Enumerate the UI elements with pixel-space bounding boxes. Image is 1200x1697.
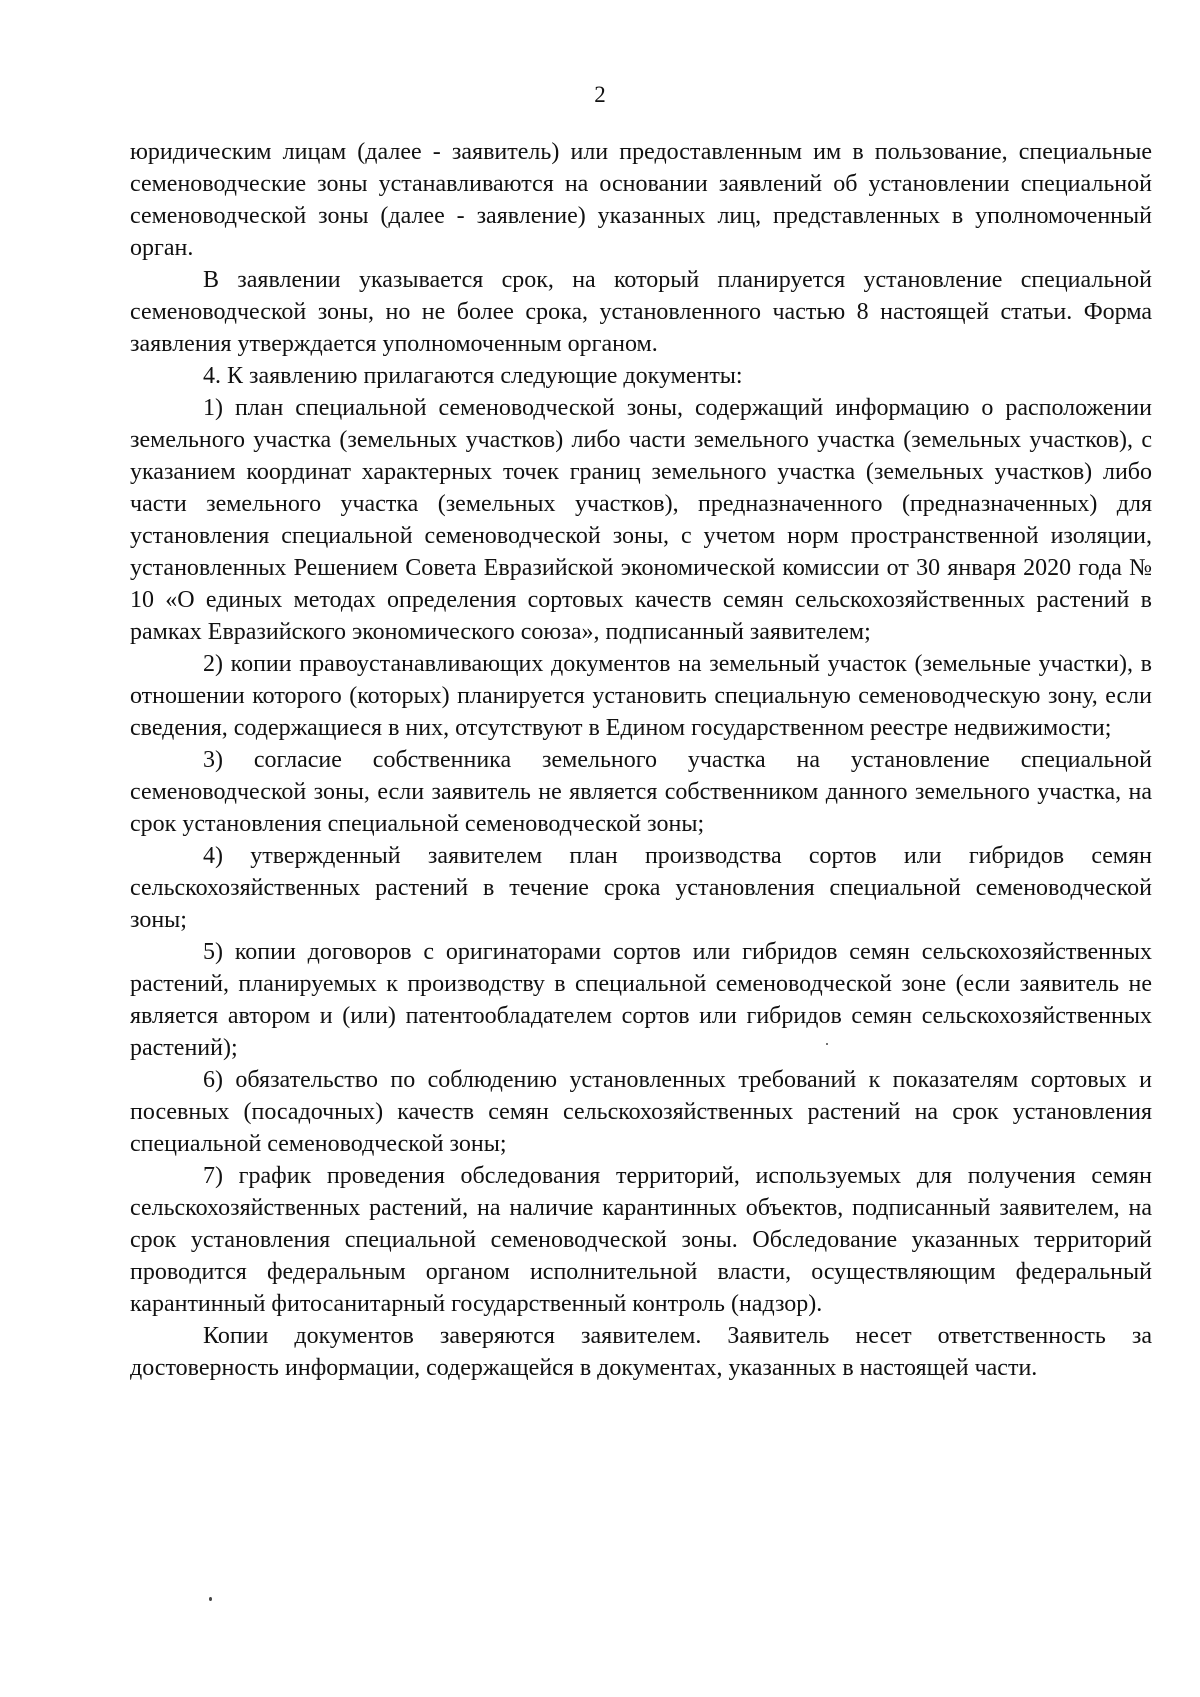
scan-speck (209, 1597, 212, 1601)
list-item-1: 1) план специальной семеноводческой зоны, содержащий информацию о расположении земельного участка (земельных участков) либо части земельного участка (земельных участков), с указанием координат характерных точек границ земельного участка (земельных участков) либо части земельного участка (земельных участков), предназначенного (предназначенных) для установления специальной семеноводческой зоны, с учетом норм пространственной изоляции, установленных Решением Совета Евразийской экономической комиссии от 30 января 2020 года № 10 «О единых методах определения сортовых качеств семян сельскохозяйственных растений в рамках Евразийского экономического союза», подписанный заявителем; (130, 395, 1152, 645)
paragraph-continuation: юридическим лицам (далее - заявитель) или предоставленным им в пользование, специальные семеноводческие зоны устанавливаются на основании заявлений об установлении специальной семеноводческой зоны (далее - заявление) указанных лиц, представленных в уполномоченный орган. (130, 139, 1152, 261)
list-item-6: 6) обязательство по соблюдению установленных требований к показателям сортовых и посевных (посадочных) качеств семян сельскохозяйственных растений на срок установления специальной семеноводческой зоны; (130, 1067, 1152, 1157)
list-item-2: 2) копии правоустанавливающих документов на земельный участок (земельные участки), в отношении которого (которых) планируется установить специальную семеноводческую зону, если сведения, содержащиеся в них, отсутствуют в Едином государственном реестре недвижимости; (130, 651, 1152, 741)
list-item-4: 4) утвержденный заявителем план производства сортов или гибридов семян сельскохозяйственных растений в течение срока установления специальной семеноводческой зоны; (130, 843, 1152, 933)
paragraph-documents-list-intro: 4. К заявлению прилагаются следующие документы: (203, 363, 743, 389)
paragraph-copies-certification: Копии документов заверяются заявителем. Заявитель несет ответственность за достоверность информации, содержащейся в документах, указанных в настоящей части. (130, 1323, 1152, 1381)
list-item-3: 3) согласие собственника земельного участка на установление специальной семеноводческой зоны, если заявитель не является собственником данного земельного участка, на срок установления специальной семеноводческой зоны; (130, 747, 1152, 837)
document-body (130, 136, 1152, 1384)
paragraph-application-term: В заявлении указывается срок, на который планируется установление специальной семеноводческой зоны, но не более срока, установленного частью 8 настоящей статьи. Форма заявления утверждается уполномоченным органом. (130, 267, 1152, 357)
page-number: 2 (594, 82, 606, 107)
list-item-7: 7) график проведения обследования территорий, используемых для получения семян сельскохозяйственных растений, на наличие карантинных объектов, подписанный заявителем, на срок установления специальной семеноводческой зоны. Обследование указанных территорий проводится федеральным органом исполнительной власти, осуществляющим федеральный карантинный фитосанитарный государственный контроль (надзор). (130, 1163, 1152, 1317)
scan-speck (826, 1043, 828, 1045)
list-item-5: 5) копии договоров с оригинаторами сортов или гибридов семян сельскохозяйственных растений, планируемых к производству в специальной семеноводческой зоне (если заявитель не является автором и (или) патентообладателем сортов или гибридов семян сельскохозяйственных растений); (130, 939, 1152, 1061)
